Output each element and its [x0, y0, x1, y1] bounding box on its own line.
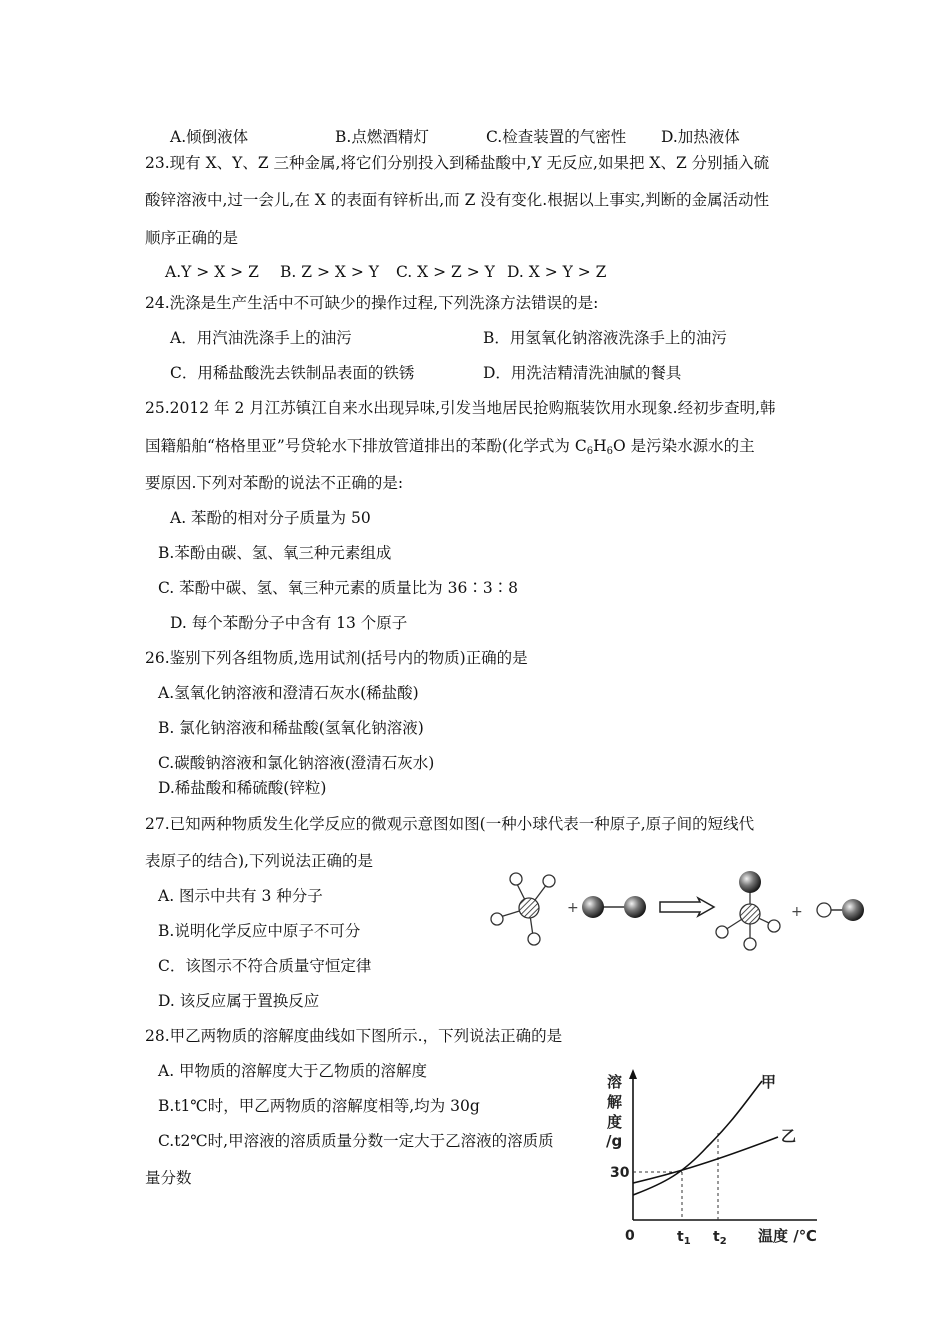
q22-options [0, 127, 950, 147]
y-axis-label [606, 1073, 622, 1150]
reactant-molecule-1 [491, 873, 555, 945]
q25-option-d: D. 每个苯酚分子中含有 13 个原子 [170, 614, 408, 632]
q25-stem-line2 [145, 436, 755, 456]
q22-option-a: A.倾倒液体 [170, 128, 249, 146]
series-label-jia: 甲 [761, 1073, 777, 1091]
y-label-char-1: 溶 [607, 1073, 623, 1091]
q25-sub-c: 6 [586, 446, 594, 457]
q23-option-a: A.Y > X > Z [165, 263, 259, 281]
q28-option-c-cont: 量分数 [145, 1169, 192, 1187]
q26-option-d: D.稀盐酸和稀硫酸(锌粒) [158, 779, 327, 797]
q23-options [0, 262, 950, 282]
q28-option-c: C.t2℃时,甲溶液的溶质质量分数一定大于乙溶液的溶质质 [158, 1132, 554, 1150]
q25-option-c: C. 苯酚中碳、氢、氧三种元素的质量比为 36∶3∶8 [158, 579, 519, 597]
q24-option-d: D．用洗洁精清洗油腻的餐具 [483, 364, 682, 382]
q24-option-b: B．用氢氧化钠溶液洗涤手上的油污 [483, 329, 727, 347]
q26-option-a: A.氢氧化钠溶液和澄清石灰水(稀盐酸) [158, 684, 419, 702]
product-molecule-1 [716, 871, 780, 950]
q23-stem-line3: 顺序正确的是 [145, 229, 239, 247]
q28-stem: 28.甲乙两物质的溶解度曲线如下图所示.，下列说法正确的是 [145, 1027, 563, 1045]
q25-stem-line3: 要原因.下列对苯酚的说法不正确的是: [145, 474, 404, 492]
series-label-yi: 乙 [781, 1127, 797, 1145]
solubility-chart [595, 1065, 835, 1250]
q27-option-d: D. 该反应属于置换反应 [158, 992, 320, 1010]
q23-option-b: B. Z > X > Y [280, 263, 379, 281]
q27-option-c: C．该图示不符合质量守恒定律 [158, 957, 372, 975]
reaction-diagram [488, 862, 873, 952]
reactant-molecule-2 [582, 896, 646, 918]
x-tick-t2: $t_2$ [713, 1229, 727, 1247]
product-molecule-2 [817, 899, 864, 921]
q28-option-a: A. 甲物质的溶解度大于乙物质的溶解度 [158, 1062, 428, 1080]
q25-line2-b: O 是污染水源水的主 [612, 437, 755, 455]
y-tick-30: 30 [610, 1165, 630, 1181]
y-label-char-2: 解 [607, 1093, 623, 1111]
q27-option-a: A. 图示中共有 3 种分子 [158, 887, 323, 905]
q25-sub-h: 6 [606, 446, 613, 457]
q25-line2-a: 国籍船舶“格格里亚”号贷轮水下排放管道排出的苯酚(化学式为 C [145, 437, 587, 455]
q22-option-c: C.检查装置的气密性 [486, 128, 627, 146]
guide-lines [633, 1133, 718, 1220]
q27-stem-line1: 27.已知两种物质发生化学反应的微观示意图如图(一种小球代表一种原子,原子间的短线代 [145, 815, 755, 833]
q26-option-b: B. 氯化钠溶液和稀盐酸(氢氧化钠溶液) [158, 719, 424, 737]
q23-option-c: C. X > Z > Y [396, 263, 495, 281]
q24-option-a: A．用汽油洗涤手上的油污 [170, 329, 352, 347]
q26-option-c: C.碳酸钠溶液和氯化钠溶液(澄清石灰水) [158, 754, 435, 772]
q26-stem: 26.鉴别下列各组物质,选用试剂(括号内的物质)正确的是 [145, 649, 528, 667]
q25-option-b: B.苯酚由碳、氢、氧三种元素组成 [158, 544, 392, 562]
x-axis-label: 温度 /℃ [758, 1227, 817, 1245]
q22-option-b: B.点燃酒精灯 [335, 128, 429, 146]
x-tick-t1: $t_1$ [677, 1229, 691, 1247]
q25-stem-line1: 25.2012 年 2 月江苏镇江自来水出现异味,引发当地居民抢购瓶装饮用水现象.经初步查明,韩 [145, 399, 776, 417]
reaction-arrow [660, 898, 714, 916]
q22-option-d: D.加热液体 [661, 128, 740, 146]
y-label-char-3: 度 [607, 1113, 623, 1131]
q23-option-d: D. X > Y > Z [507, 263, 607, 281]
q27-stem-line2: 表原子的结合),下列说法正确的是 [145, 852, 373, 870]
q28-option-b: B.t1℃时，甲乙两物质的溶解度相等,均为 30g [158, 1097, 480, 1115]
q24-option-c: C．用稀盐酸洗去铁制品表面的铁锈 [170, 364, 415, 382]
q25-option-a: A. 苯酚的相对分子质量为 50 [170, 509, 371, 527]
q23-stem-line1: 23.现有 X、Y、Z 三种金属,将它们分别投入到稀盐酸中,Y 无反应,如果把 X、Z 分别插入硫 [145, 154, 770, 172]
q25-h: H [593, 437, 607, 455]
plus-sign-1: + [567, 900, 579, 916]
q23-stem-line2: 酸锌溶液中,过一会儿,在 X 的表面有锌析出,而 Z 没有变化.根据以上事实,判断的金属活动性 [145, 191, 770, 209]
curve-yi [633, 1137, 778, 1183]
y-label-char-4: /g [606, 1132, 623, 1150]
plus-sign-2: + [791, 904, 803, 920]
q27-option-b: B.说明化学反应中原子不可分 [158, 922, 361, 940]
q24-stem: 24.洗涤是生产生活中不可缺少的操作过程,下列洗涤方法错误的是: [145, 294, 599, 312]
origin-label: 0 [625, 1228, 635, 1244]
